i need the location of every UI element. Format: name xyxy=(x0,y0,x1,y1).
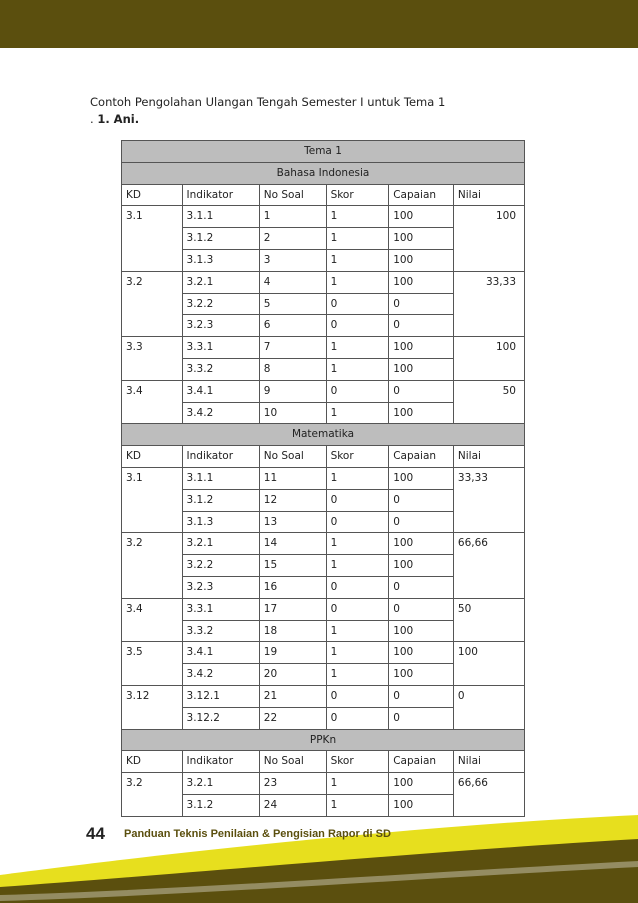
theme-title: Tema 1 xyxy=(122,141,525,163)
column-header: No Soal xyxy=(259,751,326,773)
capaian-cell: 0 xyxy=(389,489,454,511)
skor-cell: 0 xyxy=(326,576,389,598)
table-row xyxy=(122,337,525,359)
nilai-cell: 0 xyxy=(453,685,524,729)
nilai-cell: 100 xyxy=(453,337,524,381)
table-row xyxy=(122,206,525,228)
capaian-cell: 0 xyxy=(389,380,454,402)
capaian-cell: 100 xyxy=(389,358,454,380)
capaian-cell: 0 xyxy=(389,511,454,533)
page-number: 44 xyxy=(86,824,105,843)
table-row xyxy=(122,271,525,293)
nilai-cell: 50 xyxy=(453,380,524,424)
kd-cell: 3.4 xyxy=(122,380,183,424)
subject-header-row xyxy=(122,162,525,184)
score-table-body xyxy=(122,141,525,817)
column-header: Capaian xyxy=(389,751,454,773)
skor-cell: 1 xyxy=(326,773,389,795)
skor-cell: 0 xyxy=(326,511,389,533)
nilai-cell: 66,66 xyxy=(453,773,524,817)
no-soal-cell: 13 xyxy=(259,511,326,533)
table-row xyxy=(122,598,525,620)
indikator-cell: 3.2.2 xyxy=(182,293,259,315)
indikator-cell: 3.1.1 xyxy=(182,206,259,228)
skor-cell: 0 xyxy=(326,315,389,337)
indikator-cell: 3.1.3 xyxy=(182,249,259,271)
indikator-cell: 3.1.2 xyxy=(182,228,259,250)
no-soal-cell: 7 xyxy=(259,337,326,359)
capaian-cell: 100 xyxy=(389,533,454,555)
no-soal-cell: 1 xyxy=(259,206,326,228)
kd-cell: 3.12 xyxy=(122,685,183,729)
column-header: Skor xyxy=(326,184,389,206)
column-header-row xyxy=(122,184,525,206)
nilai-cell: 100 xyxy=(453,642,524,686)
nilai-cell: 33,33 xyxy=(453,271,524,336)
kd-cell: 3.3 xyxy=(122,337,183,381)
indikator-cell: 3.2.2 xyxy=(182,555,259,577)
column-header: Nilai xyxy=(453,184,524,206)
intro-heading: Contoh Pengolahan Ulangan Tengah Semester I untuk Tema 1 xyxy=(90,95,446,109)
no-soal-cell: 16 xyxy=(259,576,326,598)
column-header: Nilai xyxy=(453,751,524,773)
capaian-cell: 100 xyxy=(389,402,454,424)
skor-cell: 0 xyxy=(326,489,389,511)
indikator-cell: 3.4.2 xyxy=(182,664,259,686)
indikator-cell: 3.2.1 xyxy=(182,773,259,795)
indikator-cell: 3.2.1 xyxy=(182,271,259,293)
skor-cell: 1 xyxy=(326,642,389,664)
no-soal-cell: 23 xyxy=(259,773,326,795)
indikator-cell: 3.1.2 xyxy=(182,794,259,816)
skor-cell: 1 xyxy=(326,664,389,686)
capaian-cell: 100 xyxy=(389,555,454,577)
skor-cell: 1 xyxy=(326,794,389,816)
theme-title-row xyxy=(122,141,525,163)
indikator-cell: 3.2.3 xyxy=(182,315,259,337)
indikator-cell: 3.3.1 xyxy=(182,337,259,359)
table-row xyxy=(122,685,525,707)
indikator-cell: 3.3.1 xyxy=(182,598,259,620)
column-header: Indikator xyxy=(182,446,259,468)
indikator-cell: 3.3.2 xyxy=(182,620,259,642)
column-header-row xyxy=(122,446,525,468)
capaian-cell: 100 xyxy=(389,271,454,293)
intro-text xyxy=(90,94,445,128)
capaian-cell: 100 xyxy=(389,642,454,664)
student-prefix: . xyxy=(90,112,98,126)
kd-cell: 3.4 xyxy=(122,598,183,642)
no-soal-cell: 2 xyxy=(259,228,326,250)
capaian-cell: 100 xyxy=(389,620,454,642)
capaian-cell: 100 xyxy=(389,206,454,228)
capaian-cell: 100 xyxy=(389,249,454,271)
indikator-cell: 3.1.3 xyxy=(182,511,259,533)
skor-cell: 0 xyxy=(326,707,389,729)
indikator-cell: 3.2.3 xyxy=(182,576,259,598)
subject-name: PPKn xyxy=(122,729,525,751)
capaian-cell: 100 xyxy=(389,773,454,795)
column-header-row xyxy=(122,751,525,773)
subject-name: Bahasa Indonesia xyxy=(122,162,525,184)
table-row xyxy=(122,380,525,402)
subject-header-row xyxy=(122,424,525,446)
subject-header-row xyxy=(122,729,525,751)
nilai-cell: 100 xyxy=(453,206,524,271)
footer-title: Panduan Teknis Penilaian & Pengisian Rapor di SD xyxy=(124,828,391,840)
kd-cell: 3.1 xyxy=(122,206,183,271)
capaian-cell: 100 xyxy=(389,467,454,489)
capaian-cell: 100 xyxy=(389,337,454,359)
no-soal-cell: 24 xyxy=(259,794,326,816)
skor-cell: 1 xyxy=(326,467,389,489)
indikator-cell: 3.1.2 xyxy=(182,489,259,511)
no-soal-cell: 15 xyxy=(259,555,326,577)
student-name: 1. Ani. xyxy=(97,112,140,126)
capaian-cell: 0 xyxy=(389,685,454,707)
indikator-cell: 3.4.1 xyxy=(182,642,259,664)
column-header: KD xyxy=(122,184,183,206)
column-header: Capaian xyxy=(389,446,454,468)
skor-cell: 1 xyxy=(326,337,389,359)
kd-cell: 3.2 xyxy=(122,533,183,598)
skor-cell: 1 xyxy=(326,620,389,642)
capaian-cell: 100 xyxy=(389,794,454,816)
indikator-cell: 3.12.1 xyxy=(182,685,259,707)
capaian-cell: 0 xyxy=(389,315,454,337)
nilai-cell: 50 xyxy=(453,598,524,642)
no-soal-cell: 4 xyxy=(259,271,326,293)
no-soal-cell: 9 xyxy=(259,380,326,402)
no-soal-cell: 6 xyxy=(259,315,326,337)
skor-cell: 1 xyxy=(326,533,389,555)
skor-cell: 1 xyxy=(326,555,389,577)
indikator-cell: 3.12.2 xyxy=(182,707,259,729)
top-header-band xyxy=(0,0,638,48)
nilai-cell: 66,66 xyxy=(453,533,524,598)
no-soal-cell: 18 xyxy=(259,620,326,642)
no-soal-cell: 8 xyxy=(259,358,326,380)
kd-cell: 3.2 xyxy=(122,773,183,817)
skor-cell: 0 xyxy=(326,685,389,707)
table-row xyxy=(122,773,525,795)
column-header: Skor xyxy=(326,751,389,773)
no-soal-cell: 19 xyxy=(259,642,326,664)
column-header: KD xyxy=(122,446,183,468)
subject-name: Matematika xyxy=(122,424,525,446)
capaian-cell: 100 xyxy=(389,664,454,686)
capaian-cell: 0 xyxy=(389,598,454,620)
column-header: No Soal xyxy=(259,184,326,206)
table-row xyxy=(122,467,525,489)
skor-cell: 1 xyxy=(326,358,389,380)
skor-cell: 0 xyxy=(326,293,389,315)
no-soal-cell: 10 xyxy=(259,402,326,424)
column-header: Nilai xyxy=(453,446,524,468)
skor-cell: 0 xyxy=(326,380,389,402)
indikator-cell: 3.4.1 xyxy=(182,380,259,402)
kd-cell: 3.2 xyxy=(122,271,183,336)
table-row xyxy=(122,533,525,555)
skor-cell: 1 xyxy=(326,402,389,424)
score-table xyxy=(121,140,525,817)
column-header: Indikator xyxy=(182,751,259,773)
capaian-cell: 100 xyxy=(389,228,454,250)
no-soal-cell: 3 xyxy=(259,249,326,271)
column-header: No Soal xyxy=(259,446,326,468)
kd-cell: 3.1 xyxy=(122,467,183,532)
no-soal-cell: 5 xyxy=(259,293,326,315)
no-soal-cell: 17 xyxy=(259,598,326,620)
student-line xyxy=(90,111,445,128)
no-soal-cell: 21 xyxy=(259,685,326,707)
capaian-cell: 0 xyxy=(389,576,454,598)
table-row xyxy=(122,642,525,664)
column-header: Skor xyxy=(326,446,389,468)
no-soal-cell: 12 xyxy=(259,489,326,511)
no-soal-cell: 14 xyxy=(259,533,326,555)
no-soal-cell: 20 xyxy=(259,664,326,686)
skor-cell: 1 xyxy=(326,249,389,271)
skor-cell: 1 xyxy=(326,206,389,228)
skor-cell: 0 xyxy=(326,598,389,620)
indikator-cell: 3.4.2 xyxy=(182,402,259,424)
column-header: KD xyxy=(122,751,183,773)
capaian-cell: 0 xyxy=(389,293,454,315)
indikator-cell: 3.1.1 xyxy=(182,467,259,489)
no-soal-cell: 11 xyxy=(259,467,326,489)
indikator-cell: 3.2.1 xyxy=(182,533,259,555)
column-header: Capaian xyxy=(389,184,454,206)
no-soal-cell: 22 xyxy=(259,707,326,729)
indikator-cell: 3.3.2 xyxy=(182,358,259,380)
nilai-cell: 33,33 xyxy=(453,467,524,532)
capaian-cell: 0 xyxy=(389,707,454,729)
kd-cell: 3.5 xyxy=(122,642,183,686)
skor-cell: 1 xyxy=(326,228,389,250)
column-header: Indikator xyxy=(182,184,259,206)
skor-cell: 1 xyxy=(326,271,389,293)
